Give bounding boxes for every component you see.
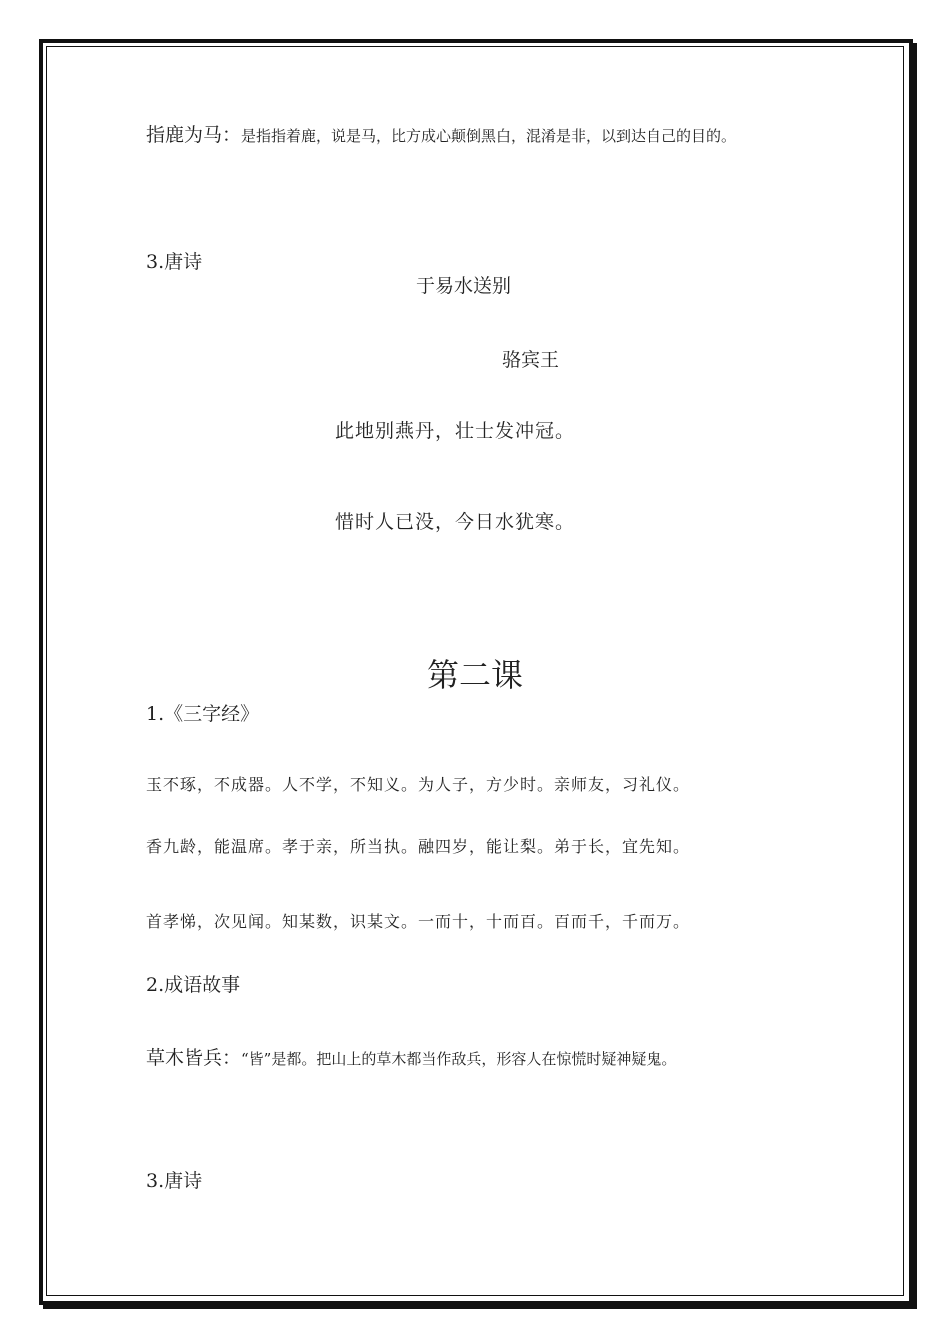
section-tang-poetry: 3.唐诗	[146, 251, 203, 273]
section-three-character-classic: 1.《三字经》	[146, 703, 260, 725]
poem-author: 骆宾王	[502, 349, 560, 371]
poem-title: 于易水送别	[416, 275, 512, 297]
idiom-entry-cao-mu-jie-bing	[146, 1047, 806, 1070]
classic-line-1: 玉不琢，不成器。人不学，不知义。为人子，方少时。亲师友，习礼仪。	[146, 775, 691, 794]
section-tang-poetry-2: 3.唐诗	[146, 1170, 203, 1192]
idiom-term: 指鹿为马：	[146, 124, 242, 146]
lesson-heading: 第二课	[426, 656, 523, 694]
classic-line-3: 首孝悌，次见闻。知某数，识某文。一而十，十而百。百而千，千而万。	[146, 912, 691, 931]
section-idiom-stories: 2.成语故事	[146, 974, 241, 996]
classic-line-2: 香九龄，能温席。孝于亲，所当执。融四岁，能让梨。弟于长，宜先知。	[146, 837, 691, 856]
idiom-definition: 是指指着鹿，说是马，比方成心颠倒黑白，混淆是非，以到达自己的目的。	[241, 127, 737, 145]
poem-line-2: 惜时人已没，今日水犹寒。	[335, 511, 576, 533]
idiom-definition: “皆”是都。把山上的草木都当作敌兵，形容人在惊慌时疑神疑鬼。	[241, 1050, 677, 1068]
poem-line-1: 此地别燕丹，壮士发冲冠。	[335, 420, 576, 442]
idiom-term: 草木皆兵：	[146, 1047, 242, 1069]
idiom-entry-zhi-lu-wei-ma	[146, 124, 806, 147]
